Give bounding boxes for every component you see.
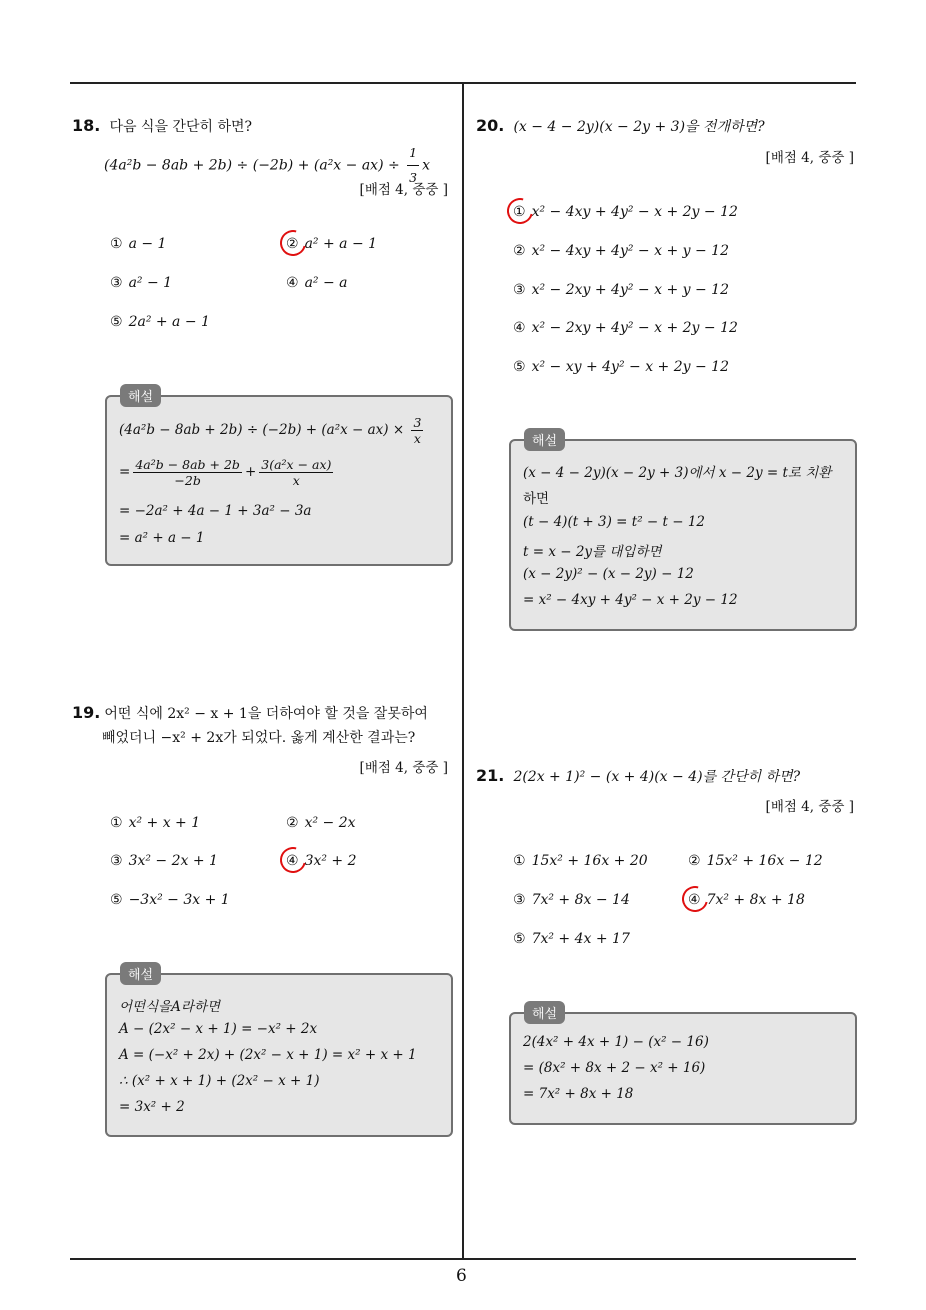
choice-text: x² + x + 1 bbox=[128, 815, 201, 831]
choice-text: a² − 1 bbox=[128, 275, 173, 291]
choice-4[interactable] bbox=[513, 320, 738, 336]
solution-box-21 bbox=[509, 1012, 857, 1125]
choice-marker: ⑤ bbox=[513, 359, 526, 375]
solution-line: 2(4x² + 4x + 1) − (x² − 16) bbox=[523, 1034, 709, 1050]
choice-2[interactable] bbox=[286, 815, 356, 831]
plus: + bbox=[244, 464, 257, 480]
choice-marker: ③ bbox=[513, 892, 526, 908]
question-19 bbox=[72, 702, 456, 750]
solution-line: = x² − 4xy + 4y² − x + 2y − 12 bbox=[523, 592, 738, 608]
bottom-rule bbox=[70, 1258, 856, 1260]
solution-line bbox=[119, 457, 336, 488]
choice-text: a² − a bbox=[304, 275, 348, 291]
score-label: [배점 4, 중중 ] bbox=[765, 150, 854, 166]
frac-den: x bbox=[292, 473, 300, 488]
choice-text: x² − 2x bbox=[304, 815, 356, 831]
solution-line: (t − 4)(t + 3) = t² − t − 12 bbox=[523, 514, 706, 530]
choice-marker: ⑤ bbox=[110, 892, 123, 908]
choice-1[interactable] bbox=[513, 204, 738, 220]
solution-line: 하면 bbox=[523, 491, 550, 507]
solution-line: A − (2x² − x + 1) = −x² + 2x bbox=[119, 1021, 318, 1037]
choice-5[interactable] bbox=[110, 892, 230, 908]
choice-text: −3x² − 3x + 1 bbox=[128, 892, 230, 908]
question-text: 어떤 식에 2x² − x + 1을 더하여야 할 것을 잘못하여 bbox=[104, 706, 428, 722]
frac-num: 1 bbox=[407, 141, 419, 166]
solution-line: 어떤식을A라하면 bbox=[119, 999, 221, 1015]
choice-marker: ② bbox=[688, 853, 701, 869]
frac-den: x bbox=[413, 431, 421, 446]
choice-text: x² − xy + 4y² − x + 2y − 12 bbox=[531, 359, 729, 375]
choice-5[interactable] bbox=[513, 931, 630, 947]
equals: = bbox=[119, 464, 131, 480]
choice-marker: ① bbox=[513, 853, 526, 869]
frac-num: 4a²b − 8ab + 2b bbox=[135, 457, 240, 472]
score-label: [배점 4, 중중 ] bbox=[765, 799, 854, 815]
question-number: 19. bbox=[72, 703, 101, 722]
question-21 bbox=[476, 765, 856, 789]
solution-line: (x − 2y)² − (x − 2y) − 12 bbox=[523, 566, 694, 582]
frac-den: −2b bbox=[174, 473, 201, 488]
question-text: 다음 식을 간단히 하면? bbox=[109, 119, 253, 135]
choice-4[interactable] bbox=[688, 892, 805, 908]
frac-num: 3(a²x − ax) bbox=[261, 457, 332, 472]
choice-2[interactable] bbox=[688, 853, 823, 869]
choice-marker: ③ bbox=[110, 853, 123, 869]
frac-num: 3 bbox=[413, 415, 422, 430]
solution-box-20 bbox=[509, 439, 857, 631]
question-text: 2(2x + 1)² − (x + 4)(x − 4)를 간단히 하면? bbox=[513, 769, 801, 785]
choice-marker: ④ bbox=[286, 275, 299, 291]
choice-marker-circled: ④ bbox=[688, 892, 701, 908]
choice-1[interactable] bbox=[513, 853, 648, 869]
choice-5[interactable] bbox=[513, 359, 729, 375]
choice-text: a² + a − 1 bbox=[304, 236, 378, 252]
choice-text: x² − 4xy + 4y² − x + 2y − 12 bbox=[531, 204, 738, 220]
choice-text: 7x² + 8x + 18 bbox=[706, 892, 805, 908]
column-divider bbox=[462, 84, 464, 1259]
choice-marker-circled: ④ bbox=[286, 853, 299, 869]
question-20 bbox=[476, 115, 856, 139]
choice-marker-circled: ② bbox=[286, 236, 299, 252]
score-label: [배점 4, 중중 ] bbox=[359, 182, 448, 198]
score-label: [배점 4, 중중 ] bbox=[359, 760, 448, 776]
choice-text: 3x² + 2 bbox=[304, 853, 357, 869]
choice-4[interactable] bbox=[286, 853, 357, 869]
choice-marker: ⑤ bbox=[513, 931, 526, 947]
choice-text: 7x² + 4x + 17 bbox=[531, 931, 630, 947]
choice-text: x² − 2xy + 4y² − x + y − 12 bbox=[531, 282, 729, 298]
choice-marker: ⑤ bbox=[110, 314, 123, 330]
choice-4[interactable] bbox=[286, 275, 348, 291]
choice-5[interactable] bbox=[110, 314, 210, 330]
solution-tag: 해설 bbox=[120, 962, 161, 985]
choice-text: 15x² + 16x − 12 bbox=[706, 853, 823, 869]
solution-line: A = (−x² + 2x) + (2x² − x + 1) = x² + x + 1 bbox=[119, 1047, 417, 1063]
fraction bbox=[411, 415, 423, 446]
solution-box-19 bbox=[105, 973, 453, 1137]
question-number: 18. bbox=[72, 116, 101, 135]
solution-line: = −2a² + 4a − 1 + 3a² − 3a bbox=[119, 503, 312, 519]
question-number: 21. bbox=[476, 766, 505, 785]
choice-marker: ③ bbox=[513, 282, 526, 298]
choice-marker: ① bbox=[110, 815, 123, 831]
solution-line: = (8x² + 8x + 2 − x² + 16) bbox=[523, 1060, 706, 1076]
solution-line: = a² + a − 1 bbox=[119, 530, 205, 546]
expr-part: (4a²b − 8ab + 2b) ÷ (−2b) + (a²x − ax) ÷ bbox=[104, 157, 405, 174]
choice-marker: ④ bbox=[513, 320, 526, 336]
solution-line bbox=[119, 415, 426, 446]
solution-line: t = x − 2y를 대입하면 bbox=[523, 544, 662, 560]
choice-1[interactable] bbox=[110, 236, 166, 252]
solution-tag: 해설 bbox=[524, 1001, 565, 1024]
choice-3[interactable] bbox=[110, 275, 172, 291]
choice-text: 2a² + a − 1 bbox=[128, 314, 210, 330]
expr-part: (4a²b − 8ab + 2b) ÷ (−2b) + (a²x − ax) × bbox=[119, 422, 409, 438]
choice-text: x² − 4xy + 4y² − x + y − 12 bbox=[531, 243, 729, 259]
solution-line: = 7x² + 8x + 18 bbox=[523, 1086, 634, 1102]
question-text: 빼었더니 −x² + 2x가 되었다. 옳게 계산한 결과는? bbox=[102, 730, 416, 746]
choice-3[interactable] bbox=[513, 892, 630, 908]
choice-3[interactable] bbox=[513, 282, 729, 298]
frac-den: 3 bbox=[409, 170, 418, 185]
solution-line: (x − 4 − 2y)(x − 2y + 3)에서 x − 2y = t로 치환 bbox=[523, 465, 832, 481]
choice-marker: ② bbox=[286, 815, 299, 831]
choice-3[interactable] bbox=[110, 853, 218, 869]
choice-marker: ③ bbox=[110, 275, 123, 291]
choice-text: 3x² − 2x + 1 bbox=[128, 853, 218, 869]
page-number: 6 bbox=[456, 1266, 467, 1286]
choice-text: a − 1 bbox=[128, 236, 167, 252]
choice-text: 15x² + 16x + 20 bbox=[531, 853, 648, 869]
fraction bbox=[133, 457, 242, 488]
choice-1[interactable] bbox=[110, 815, 200, 831]
choice-marker: ① bbox=[110, 236, 123, 252]
question-number: 20. bbox=[476, 116, 505, 135]
question-text: (x − 4 − 2y)(x − 2y + 3)을 전개하면? bbox=[513, 119, 765, 135]
choice-text: x² − 2xy + 4y² − x + 2y − 12 bbox=[531, 320, 738, 336]
choice-2[interactable] bbox=[513, 243, 729, 259]
choice-text: 7x² + 8x − 14 bbox=[531, 892, 630, 908]
solution-tag: 해설 bbox=[120, 384, 161, 407]
fraction bbox=[259, 457, 333, 488]
expr-part: x bbox=[422, 157, 431, 174]
choice-marker-circled: ① bbox=[513, 204, 526, 220]
solution-box-18 bbox=[105, 395, 453, 566]
choice-marker: ② bbox=[513, 243, 526, 259]
choice-2[interactable] bbox=[286, 236, 377, 252]
solution-line: ∴ (x² + x + 1) + (2x² − x + 1) bbox=[119, 1073, 320, 1089]
solution-line: = 3x² + 2 bbox=[119, 1099, 185, 1115]
solution-tag: 해설 bbox=[524, 428, 565, 451]
